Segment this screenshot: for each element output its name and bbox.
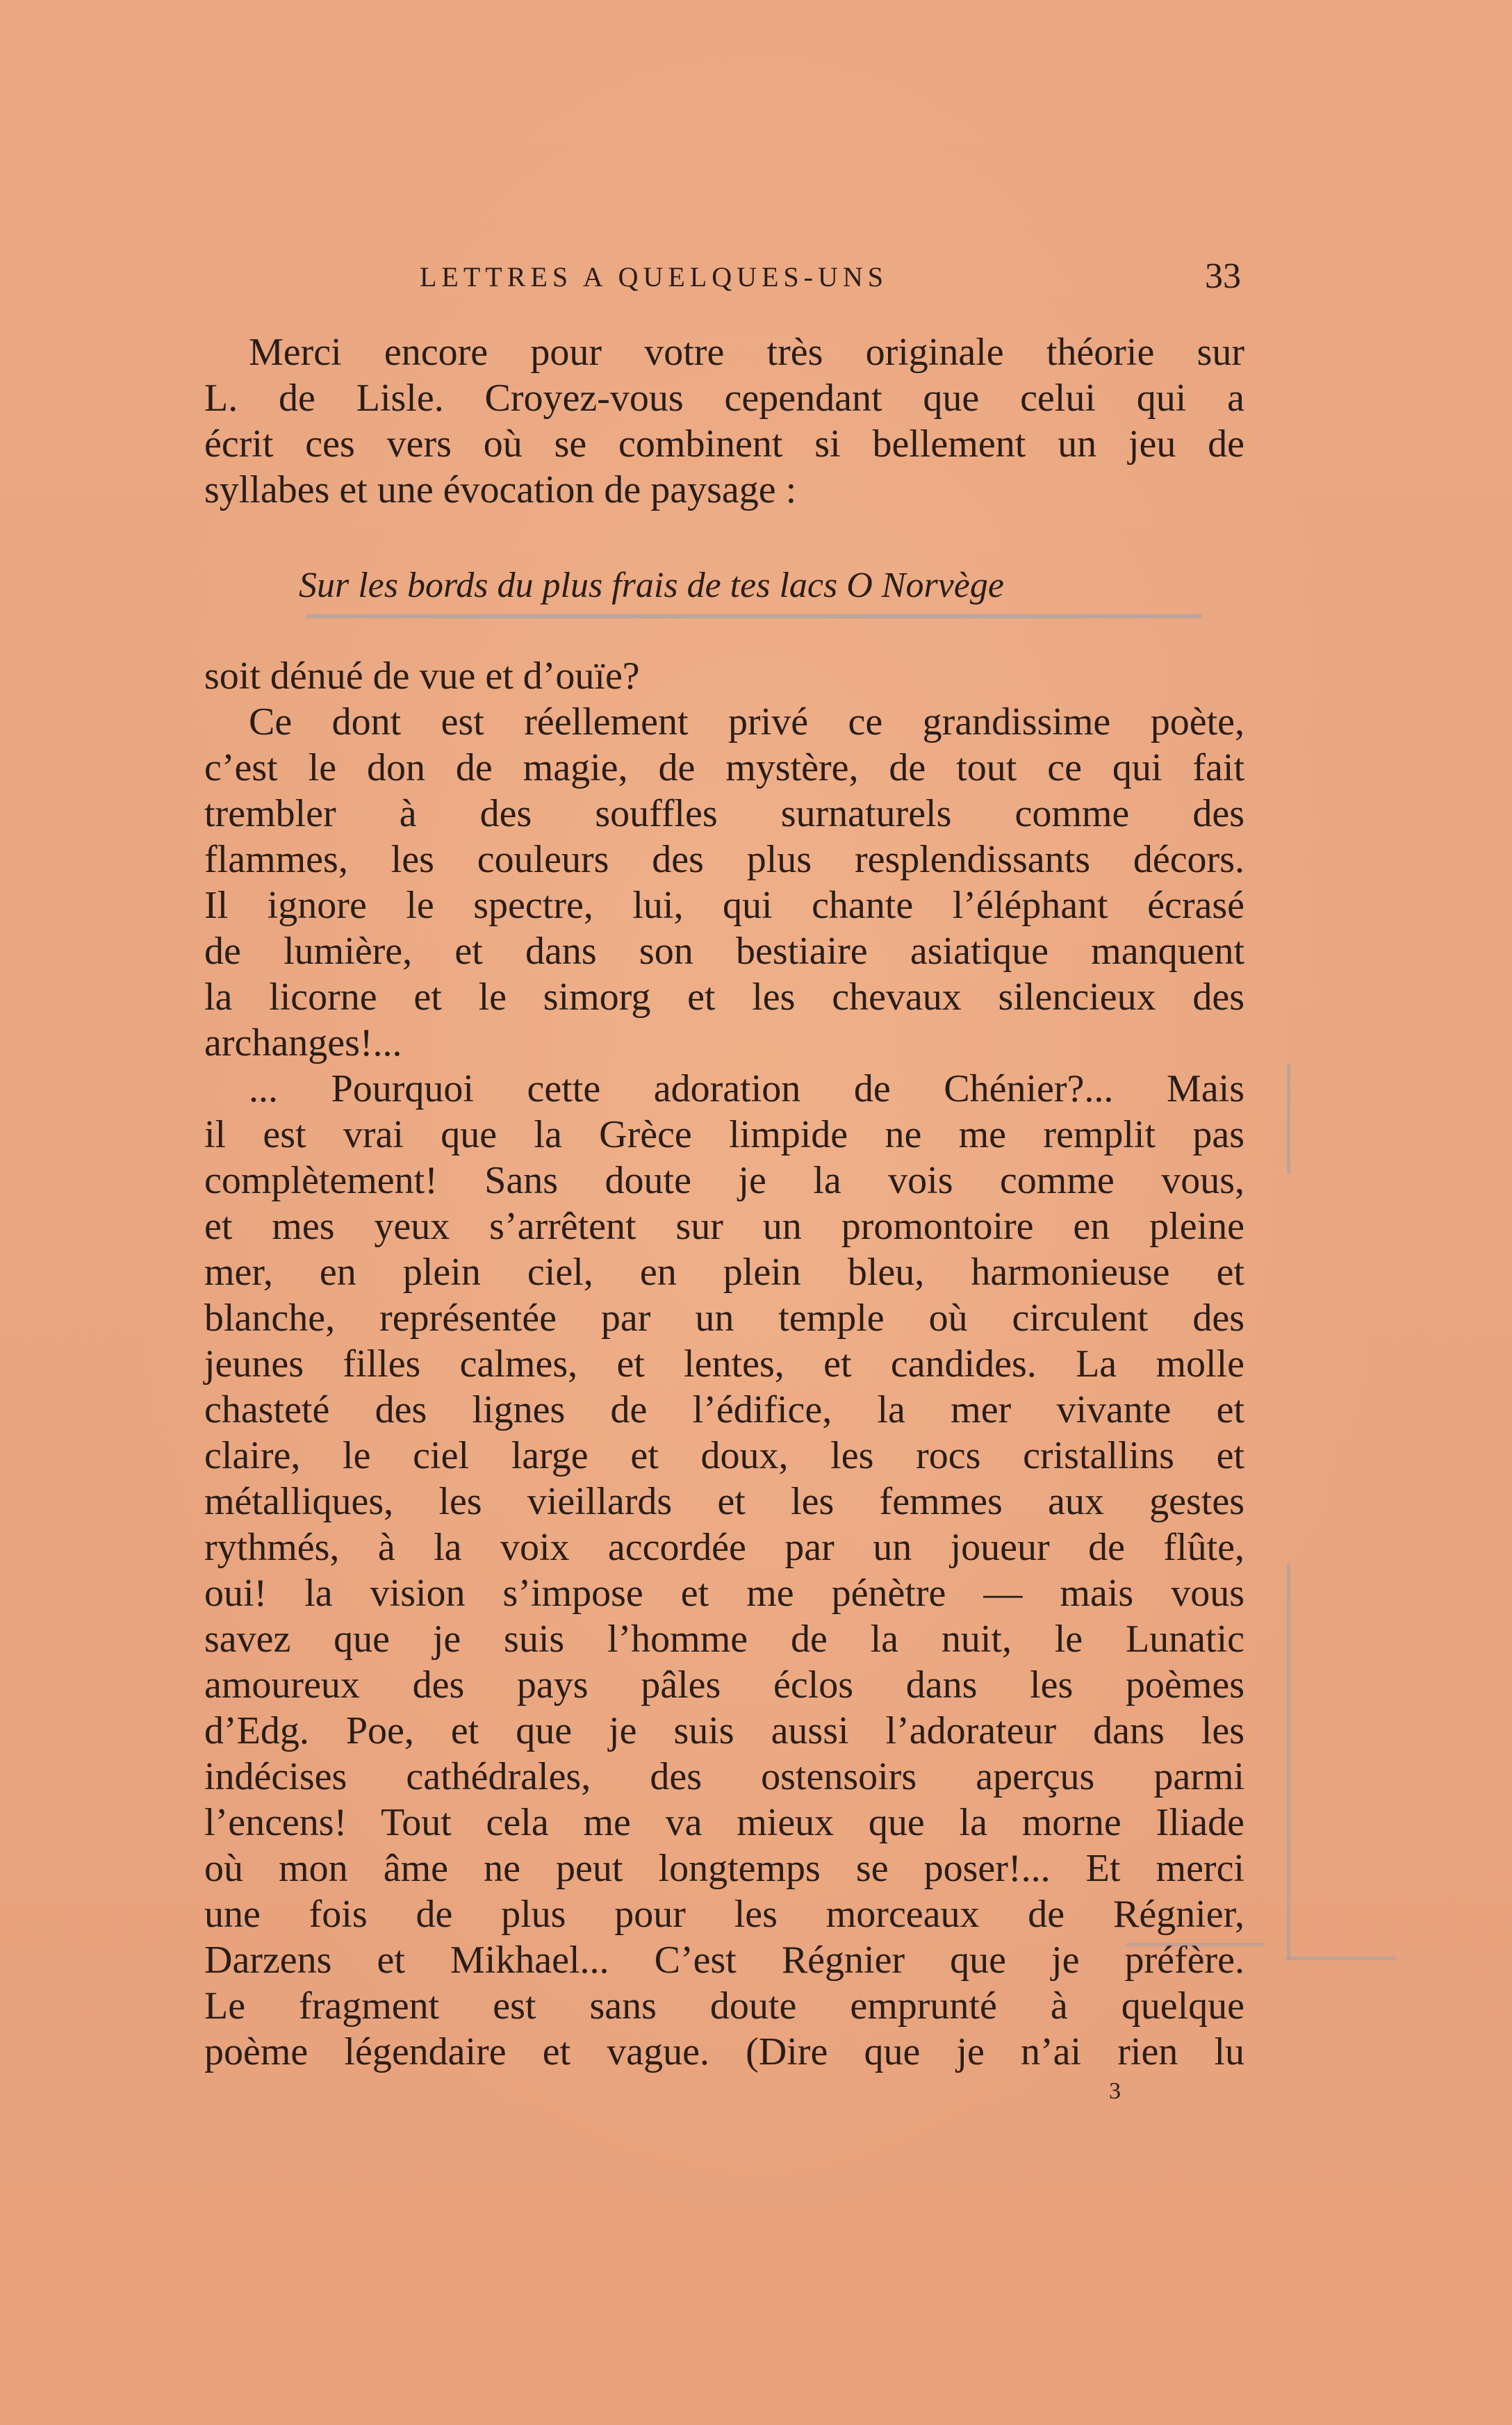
text-line: indécises cathédrales, des ostensoirs aperçus parmi	[204, 1755, 1244, 1798]
text-line: claire, le ciel large et doux, les rocs cristallins et	[204, 1434, 1244, 1477]
page-number: 33	[1205, 256, 1241, 296]
pencil-margin-mark	[1287, 1063, 1290, 1174]
signature-mark: 3	[1109, 2078, 1121, 2104]
verse-quotation: Sur les bords du plus frais de tes lacs O Norvège	[299, 566, 1004, 605]
text-line: Ce dont est réellement privé ce grandissime poète,	[249, 700, 1244, 743]
text-line: et mes yeux s’arrêtent sur un promontoire en pleine	[204, 1205, 1244, 1248]
text-line: chasteté des lignes de l’édifice, la mer vivante et	[204, 1388, 1244, 1431]
text-line: soit dénué de vue et d’ouïe?	[204, 655, 640, 698]
text-line: complètement! Sans doute je la vois comme vous,	[204, 1159, 1244, 1202]
text-line: Il ignore le spectre, lui, qui chante l’éléphant écrasé	[204, 884, 1244, 927]
text-line: une fois de plus pour les morceaux de Régnier,	[204, 1893, 1244, 1936]
text-line: c’est le don de magie, de mystère, de tout ce qui fait	[204, 746, 1244, 789]
text-line: amoureux des pays pâles éclos dans les poèmes	[204, 1663, 1244, 1707]
text-line: de lumière, et dans son bestiaire asiatique manquent	[204, 930, 1244, 973]
pencil-margin-mark	[1285, 1957, 1397, 1960]
running-header	[206, 256, 1241, 304]
pencil-margin-mark	[1287, 1563, 1290, 1959]
text-line: ... Pourquoi cette adoration de Chénier?... Mais	[249, 1067, 1244, 1110]
pencil-underline	[306, 614, 1202, 618]
text-line: blanche, représentée par un temple où circulent des	[204, 1297, 1244, 1340]
text-line: archanges!...	[204, 1021, 402, 1064]
paragraph-1	[204, 329, 1244, 513]
text-line: oui! la vision s’impose et me pénètre — mais vous	[204, 1572, 1244, 1615]
text-line: poème légendaire et vague. (Dire que je n’ai rien lu	[204, 2030, 1244, 2073]
text-line: L. de Lisle. Croyez-vous cependant que celui qui a	[204, 377, 1244, 420]
text-line: savez que je suis l’homme de la nuit, le Lunatic	[204, 1618, 1244, 1661]
text-line: d’Edg. Poe, et que je suis aussi l’adorateur dans les	[204, 1709, 1244, 1752]
text-line: jeunes filles calmes, et lentes, et candides. La molle	[204, 1342, 1244, 1386]
text-line: rythmés, à la voix accordée par un joueur de flûte,	[204, 1526, 1244, 1569]
text-line: Merci encore pour votre très originale théorie sur	[249, 331, 1244, 374]
text-line: écrit ces vers où se combinent si bellement un jeu de	[204, 422, 1244, 466]
text-line: flammes, les couleurs des plus resplendissants décors.	[204, 838, 1244, 881]
text-line: trembler à des souffles surnaturels comme des	[204, 792, 1244, 835]
pencil-underline	[1126, 1943, 1265, 1946]
text-line: syllabes et une évocation de paysage :	[204, 468, 797, 511]
paragraph-2	[204, 653, 1244, 2075]
text-line: l’encens! Tout cela me va mieux que la morne Iliade	[204, 1801, 1244, 1844]
text-line: Darzens et Mikhael... C’est Régnier que je préfère.	[204, 1939, 1244, 1982]
running-title: LETTRES A QUELQUES-UNS	[420, 261, 888, 293]
text-line: où mon âme ne peut longtemps se poser!... Et merci	[204, 1847, 1244, 1890]
text-line: il est vrai que la Grèce limpide ne me remplit pas	[204, 1113, 1244, 1156]
text-line: mer, en plein ciel, en plein bleu, harmonieuse et	[204, 1251, 1244, 1294]
text-line: Le fragment est sans doute emprunté à quelque	[204, 1984, 1244, 2028]
text-line: la licorne et le simorg et les chevaux silencieux des	[204, 976, 1244, 1019]
text-line: métalliques, les vieillards et les femmes aux gestes	[204, 1480, 1244, 1523]
